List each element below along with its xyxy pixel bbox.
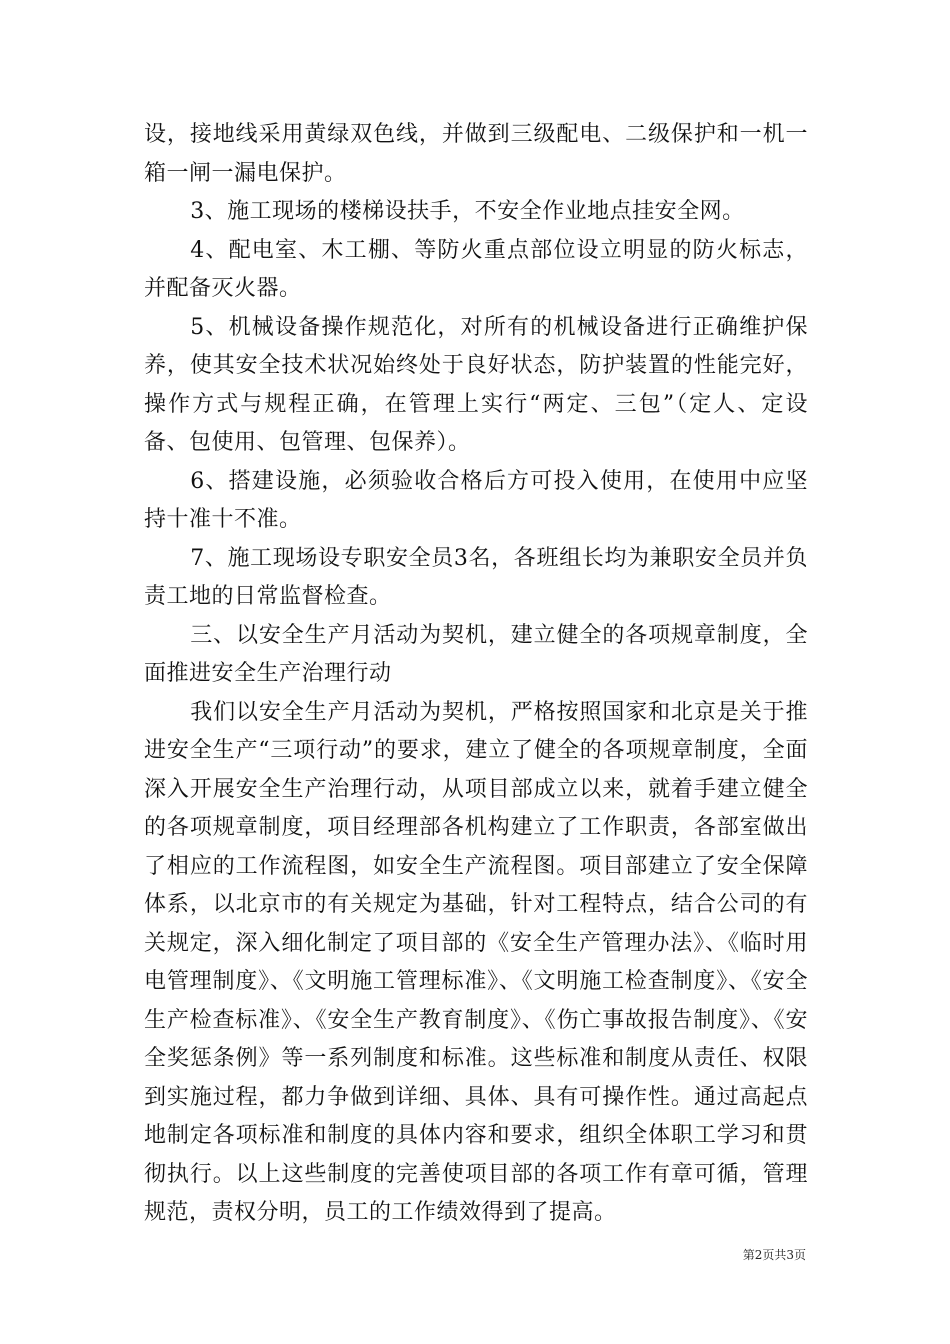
paragraph-5: 6、搭建设施，必须验收合格后方可投入使用，在使用中应坚持十准十不准。 (144, 468, 808, 532)
paragraph-6: 7、施工现场设专职安全员3名，各班组长均为兼职安全员并负责工地的日常监督检查。 (144, 545, 808, 609)
paragraph-2: 3、施工现场的楼梯设扶手，不安全作业地点挂安全网。 (190, 199, 745, 224)
paragraph-1: 设，接地线采用黄绿双色线，并做到三级配电、二级保护和一机一箱一闸一漏电保护。 (144, 122, 808, 186)
document-body (144, 116, 808, 1233)
section-heading-3: 三、以安全生产月活动为契机，建立健全的各项规章制度，全面推进安全生产治理行动 (144, 622, 808, 686)
paragraph-3: 4、配电室、木工棚、等防火重点部位设立明显的防火标志，并配备灭火器。 (144, 237, 808, 301)
paragraph-7: 我们以安全生产月活动为契机，严格按照国家和北京是关于推进安全生产“三项行动”的要求，建立了健全的各项规章制度，全面深入开展安全生产治理行动，从项目部成立以来，就着手建立健全的各项规章制度，项目经理部各机构建立了工作职责，各部室做出了相应的工作流程图，如安全生产流程图。项目部建立了安全保障体系，以北京市的有关规定为基础，针对工程特点，结合公司的有关规定，深入细化制定了项目部的《安全生产管理办法》、《临时用电管理制度》、《文明施工管理标准》、《文明施工检查制度》、《安全生产检查标准》、《安全生产教育制度》、《伤亡事故报告制度》、《安全奖惩条例》等一系列制度和标准。这些标准和制度从责任、权限到实施过程，都力争做到详细、具体、具有可操作性。通过高起点地制定各项标准和制度的具体内容和要求，组织全体职工学习和贯彻执行。以上这些制度的完善使项目部的各项工作有章可循，管理规范，责权分明，员工的工作绩效得到了提高。 (144, 699, 808, 1225)
paragraph-4: 5、机械设备操作规范化，对所有的机械设备进行正确维护保养，使其安全技术状况始终处于良好状态，防护装置的性能完好，操作方式与规程正确，在管理上实行“两定、三包”（定人、定设备、包使用、包管理、包保养）。 (144, 314, 808, 455)
page-number: 第2页共3页 (742, 1248, 806, 1262)
